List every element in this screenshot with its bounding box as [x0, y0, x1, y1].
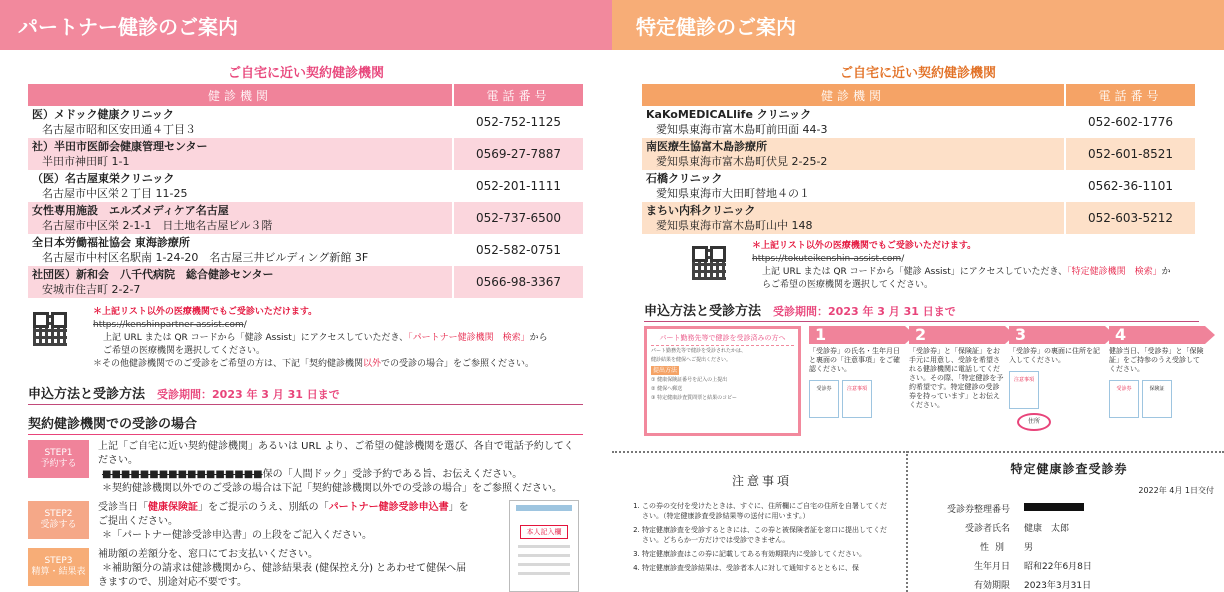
application-form-thumbnail: [509, 500, 579, 592]
step-text: ＊「パートナー健診受診申込書」の上段をご記入ください。: [102, 530, 372, 541]
step3-badge: [28, 548, 89, 586]
coupon-title: 特定健康診査受診券: [1010, 462, 1128, 476]
steps-flow: [644, 326, 1204, 450]
access-text-line2: らご希望の医療機関を選択してください。: [762, 280, 934, 290]
clinic-address: 名古屋市昭和区安田通４丁目３: [42, 123, 196, 136]
caution-item: 1. この券の交付を受けたときは、すぐに、住所欄にご自宅の住所を自署してください。（特定健康診査受診結果等の送付に用います。）: [642, 501, 892, 521]
access-text-line2: ご希望の医療機関を選択してください。: [103, 346, 266, 356]
partner-clinic-table: [28, 84, 583, 298]
notes-icon: 注意事項: [1009, 371, 1039, 409]
specific-panel: [612, 0, 1224, 592]
table-row: [642, 106, 1195, 138]
col-clinic: 健診機関: [28, 84, 453, 106]
flyer-item: ① 健康保険証番号を記入の上提出: [651, 377, 728, 383]
apply-period: 受診期間：2023 年 3 月 31 日まで: [773, 305, 956, 318]
clinic-address: 半田市神田町 1-1: [42, 155, 130, 168]
coupon-icon: 受診券: [809, 380, 839, 418]
step-text: 上記「ご自宅に近い契約健診機関」あるいは URL より、ご希望の健診機関を選び、各自で電話予約してく: [98, 441, 574, 452]
apply-title: 申込方法と受診方法: [28, 387, 146, 402]
step-box-3: [1009, 326, 1105, 431]
coupon-row: [924, 540, 1214, 553]
coupon-key: 生年月日: [973, 562, 1010, 572]
step2-badge: [28, 501, 89, 539]
clinic-address: 名古屋市中区栄２丁目 11-25: [42, 187, 188, 200]
step-1: [28, 440, 612, 496]
coupon-row: [924, 578, 1214, 591]
step-box-1: [809, 326, 905, 418]
access-text: 上記 URL または QR コードから「健診 Assist」にアクセスしていただき、: [103, 333, 409, 343]
coupon-value: 2023年3月31日: [1024, 581, 1092, 591]
coupon-key: 受診券整理番号: [946, 505, 1010, 515]
clinic-tel: 0566-98-3367: [453, 266, 583, 298]
step-num: STEP2: [44, 509, 73, 519]
access-text-tail: から: [529, 333, 548, 343]
other-note-hl: 以外: [363, 359, 382, 369]
step-box-4: [1109, 326, 1205, 418]
note-other-clinics: ＊上記リスト以外の医療機関でもご受診いただけます。: [752, 241, 977, 251]
clinic-name: 医）メドック健康クリニック: [32, 108, 174, 121]
table-row: [28, 234, 583, 266]
access-text-tail: か: [1161, 267, 1171, 277]
step-text: ご提出ください。: [98, 516, 178, 527]
clinic-tel: 052-737-6500: [453, 202, 583, 234]
qr-code-icon[interactable]: [33, 312, 67, 346]
step-text: きますので、別途対応不要です。: [98, 577, 247, 588]
apply-title: 申込方法と受診方法: [644, 304, 762, 319]
step-label: 精算・結果表: [31, 567, 86, 577]
contract-heading: 契約健診機関での受診の場合: [28, 413, 583, 435]
step-number: 4: [1109, 326, 1205, 344]
flyer-line: パート勤務先等で健診を受診されたかは、: [651, 348, 747, 354]
clinic-name: 全日本労働福祉協会 東海診療所: [32, 236, 190, 249]
coupon-row: [924, 559, 1214, 572]
coupon-value: 健康 太郎: [1024, 524, 1070, 534]
apply-heading: [644, 300, 1199, 322]
clinic-tel: 0562-36-1101: [1065, 170, 1195, 202]
assist-url[interactable]: https://kenshinpartner-assist.com: [93, 320, 244, 330]
clinic-name: 社団医）新和会 八千代病院 総合健診センター: [32, 268, 274, 281]
partner-banner: パートナー健診のご案内: [0, 0, 612, 50]
clinic-tel: 052-582-0751: [453, 234, 583, 266]
step-number: 2: [909, 326, 1005, 344]
coupon-value: 男: [1024, 543, 1034, 553]
step-box-2: [909, 326, 1005, 410]
clinic-name: まちい内科クリニック: [646, 204, 756, 217]
clinic-address: 安城市住吉町 2-2-7: [42, 283, 141, 296]
cut-line: [612, 451, 1224, 453]
flyer-line: 健診結果を健保へご提出ください。: [651, 357, 732, 363]
partner-subtitle: ご自宅に近い契約健診機関: [227, 66, 384, 81]
caution-item: 4. 特定健康診査受診結果は、受診者本人に対して通知するとともに、保: [642, 563, 892, 573]
step-number: 1: [809, 326, 905, 344]
clinic-tel: 052-601-8521: [1065, 138, 1195, 170]
step-num: STEP1: [44, 448, 73, 458]
clinic-tel: 0569-27-7887: [453, 138, 583, 170]
cut-line-vertical: [906, 451, 908, 592]
flyer-tag: 提出方法: [653, 367, 678, 374]
flyer-item: ③ 特定健康診査質問票と結果のコピー: [651, 395, 737, 401]
step1-badge: [28, 440, 89, 478]
table-row: [642, 170, 1195, 202]
clinic-tel: 052-201-1111: [453, 170, 583, 202]
clinic-address: 愛知県東海市富木島町山中 148: [656, 219, 813, 232]
notes-icon: 注意事項: [842, 380, 872, 418]
clinic-name: 女性専用施設 エルズメディケア名古屋: [32, 204, 229, 217]
coupon-key: 受診者氏名: [964, 524, 1010, 534]
clinic-address: 名古屋市中区栄 2-1-1 日土地名古屋ビル３階: [42, 219, 273, 232]
step-number: 3: [1009, 326, 1105, 344]
step-text: ＊補助額分の請求は健診機関から、健診結果表 (健保控え分) とあわせて健保へ届: [102, 563, 467, 574]
step-label: 受診する: [40, 520, 77, 530]
step-text: ださい。: [98, 455, 138, 466]
step-text: 「受診券」と「保険証」をお手元に用意し、受診を希望される健診機関に電話してください。その際、「特定健診を予約希望です。特定健診の受診券を持っています」とお伝えください。: [909, 347, 1004, 409]
other-note: ＊その他健診機関でのご受診をご希望の方は、下記「契約健診機関: [93, 359, 364, 369]
apply-period: 受診期間：2023 年 3 月 31 日まで: [157, 388, 340, 401]
col-clinic: 健診機関: [642, 84, 1065, 106]
table-row: [28, 138, 583, 170]
col-tel: 電話番号: [1065, 84, 1195, 106]
table-row: [642, 202, 1195, 234]
step-text: 「受診券」の裏面に住所を記入してください。: [1009, 347, 1100, 364]
clinic-name: 南医療生協富木島診療所: [646, 140, 767, 153]
coupon-row: [924, 502, 1214, 515]
caution-item: 3. 特定健康診査はこの券に記載してある有効期限内に受診してください。: [642, 549, 892, 559]
coupon-row: [924, 521, 1214, 534]
step-text: ＊契約健診機関以外でのご受診の場合は下記「契約健診機関以外での受診の場合」をご参照ください。: [102, 483, 562, 494]
step-hl: 健康保険証: [148, 502, 198, 513]
qr-code-icon[interactable]: [692, 246, 726, 280]
clinic-address: 愛知県東海市富木島町伏見 2-25-2: [656, 155, 828, 168]
clinic-tel: 052-603-5212: [1065, 202, 1195, 234]
step-text: 」をご提示のうえ、別紙の「: [198, 502, 329, 513]
coupon-value: 昭和22年6月8日: [1024, 562, 1092, 572]
search-link-text: 「特定健診機関 検索」: [1067, 267, 1162, 277]
step-text: 補助額の差額分を、窓口にてお支払いください。: [98, 549, 318, 560]
step-hl: パートナー健診受診申込書: [328, 502, 449, 513]
form-stamp: 本人記入欄: [520, 525, 568, 539]
table-row: [28, 170, 583, 202]
other-note-tail: での受診の場合」をご参照ください。: [381, 359, 535, 369]
specific-subtitle: ご自宅に近い契約健診機関: [839, 66, 996, 81]
specific-banner: 特定健診のご案内: [612, 0, 1224, 50]
table-row: [28, 266, 583, 298]
step-text: 」を: [448, 502, 469, 513]
coupon-key: 有効期限: [973, 581, 1010, 591]
clinic-name: 石橋クリニック: [646, 172, 723, 185]
clinic-name: （医）名古屋東栄クリニック: [32, 172, 175, 185]
coupon-icon: 受診券: [1109, 380, 1139, 418]
clinic-name: KaKoMEDICALlife クリニック: [646, 108, 812, 121]
insurance-card-icon: 保険証: [1142, 380, 1172, 418]
assist-url[interactable]: https://tokuteikenshin-assist.com: [752, 254, 902, 264]
coupon-key: 性別: [979, 543, 1010, 553]
step-text: 「受診券」の氏名・生年月日と裏面の「注意事項」をご確認ください。: [809, 347, 900, 373]
step-num: STEP3: [44, 556, 73, 566]
apply-heading: [28, 383, 583, 405]
step-text: 受診当日「: [98, 502, 148, 513]
coupon-issued-date: 2022年 4月 1日交付: [1138, 486, 1214, 495]
step-text: 保の「人間ドック」受診予約である旨、お伝えください。: [262, 469, 523, 480]
col-tel: 電話番号: [453, 84, 583, 106]
redacted-text: ■■■■■■■■■■■■■■■■■: [102, 469, 263, 480]
clinic-address: 愛知県東海市大田町替地４の１: [656, 187, 810, 200]
flyer-title: パート勤務先等で健診を受診済みの方へ: [651, 333, 794, 346]
clinic-address: 名古屋市中村区名駅南 1-24-20 名古屋三井ビルディング新館 3F: [42, 251, 369, 264]
clinic-address: 愛知県東海市富木島町前田面 44-3: [656, 123, 828, 136]
address-circle: 住所: [1017, 413, 1051, 431]
coupon-section: [924, 460, 1214, 591]
access-text: 上記 URL または QR コードから「健診 Assist」にアクセスしていただき、: [762, 267, 1068, 277]
flyer-item: ② 健保へ郵送: [651, 386, 683, 392]
masked-value: [1024, 503, 1084, 511]
clinic-name: 社）半田市医師会健康管理センター: [32, 140, 208, 153]
caution-item: 2. 特定健康診査を受診するときには、この券と被保険者証を窓口に提出してください。どちらか一方だけでは受診できません。: [642, 525, 892, 545]
flyer-card: [644, 326, 801, 436]
caution-section: [632, 472, 892, 577]
url-tail: /: [243, 320, 247, 330]
specific-clinic-table: [642, 84, 1195, 234]
clinic-tel: 052-752-1125: [453, 106, 583, 138]
url-tail: /: [901, 254, 905, 264]
search-link-text: 「パートナー健診機関 検索」: [408, 333, 530, 343]
table-row: [642, 138, 1195, 170]
note-other-clinics: ＊上記リスト以外の医療機関でもご受診いただけます。: [93, 307, 318, 317]
clinic-tel: 052-602-1776: [1065, 106, 1195, 138]
step-text: 健診当日、「受診券」と「保険証」をご持参のうえ受診してください。: [1109, 347, 1204, 373]
step-label: 予約する: [40, 459, 77, 469]
table-row: [28, 202, 583, 234]
table-row: [28, 106, 583, 138]
caution-title: 注意事項: [731, 474, 792, 488]
